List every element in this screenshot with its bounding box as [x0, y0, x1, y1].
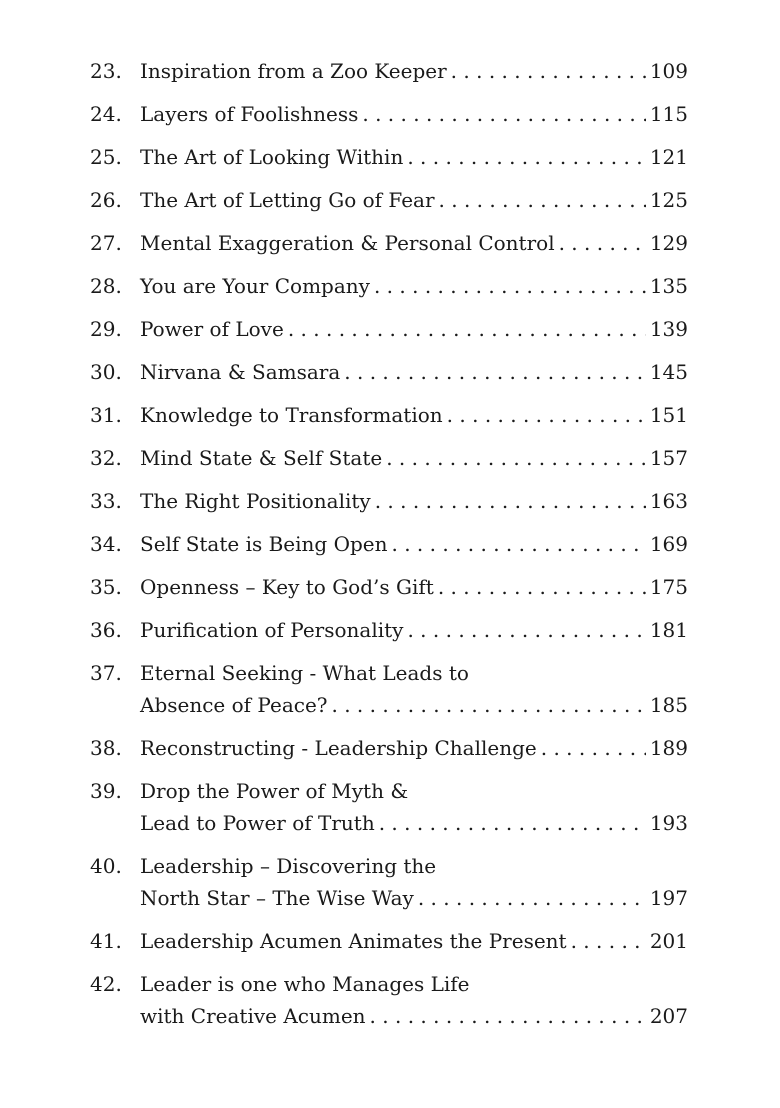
- entry-page-number: 135: [649, 274, 688, 298]
- entry-page-number: 121: [649, 145, 688, 169]
- entry-title: Leader is one who Manages Life: [140, 972, 470, 996]
- entry-title-continued: Lead to Power of Truth: [140, 811, 375, 835]
- dot-leader: [392, 528, 646, 560]
- entry-number: 26.: [90, 188, 122, 212]
- entry-title: Self State is Being Open: [140, 532, 388, 556]
- entry-number: 37.: [90, 661, 122, 685]
- entry-number: 23.: [90, 59, 122, 83]
- entry-title: Leadership Acumen Animates the Present: [140, 929, 567, 953]
- toc-entry[interactable]: [90, 227, 688, 259]
- entry-page-number: 125: [649, 188, 688, 212]
- entry-number: 40.: [90, 854, 122, 878]
- dot-leader: [407, 614, 645, 646]
- entry-number: 31.: [90, 403, 122, 427]
- entry-number: 30.: [90, 360, 122, 384]
- toc-entry[interactable]: [90, 313, 688, 345]
- dot-leader: [362, 98, 645, 130]
- entry-title: Mental Exaggeration & Personal Control: [140, 231, 555, 255]
- entry-title-continued: Absence of Peace?: [140, 693, 328, 717]
- entry-title: Eternal Seeking - What Leads to: [140, 661, 469, 685]
- entry-page-number: 145: [649, 360, 688, 384]
- entry-title: Knowledge to Transformation: [140, 403, 443, 427]
- entry-title: Power of Love: [140, 317, 284, 341]
- entry-page-number: 207: [649, 1004, 688, 1028]
- entry-number: 29.: [90, 317, 122, 341]
- toc-entry[interactable]: [90, 184, 688, 216]
- entry-title: You are Your Company: [140, 274, 370, 298]
- toc-entry[interactable]: [90, 98, 688, 130]
- entry-page-number: 109: [649, 59, 688, 83]
- entry-page-number: 201: [649, 929, 688, 953]
- dot-leader: [438, 571, 646, 603]
- entry-title: Layers of Foolishness: [140, 102, 359, 126]
- entry-page-number: 189: [649, 736, 688, 760]
- entry-title-continued: North Star – The Wise Way: [140, 886, 414, 910]
- toc-entry[interactable]: [90, 571, 688, 603]
- entry-title: The Art of Looking Within: [140, 145, 404, 169]
- entry-page-number: 181: [649, 618, 688, 642]
- dot-leader: [332, 689, 646, 721]
- entry-number: 27.: [90, 231, 122, 255]
- entry-title: Leadership – Discovering the: [140, 854, 437, 878]
- entry-title: Drop the Power of Myth &: [140, 779, 409, 803]
- table-of-contents: [90, 55, 688, 1032]
- toc-entry[interactable]: [90, 399, 688, 431]
- dot-leader: [288, 313, 646, 345]
- toc-entry[interactable]: [90, 732, 688, 764]
- toc-entry[interactable]: [90, 775, 688, 839]
- toc-entry[interactable]: [90, 528, 688, 560]
- entry-page-number: 197: [649, 886, 688, 910]
- entry-title: Purification of Personality: [140, 618, 404, 642]
- entry-number: 42.: [90, 972, 122, 996]
- dot-leader: [541, 732, 646, 764]
- entry-page-number: 115: [649, 102, 688, 126]
- toc-entry[interactable]: [90, 657, 688, 721]
- entry-page-number: 169: [649, 532, 688, 556]
- entry-number: 24.: [90, 102, 122, 126]
- toc-entry[interactable]: [90, 442, 688, 474]
- entry-page-number: 193: [649, 811, 688, 835]
- entry-number: 39.: [90, 779, 122, 803]
- dot-leader: [559, 227, 646, 259]
- dot-leader: [379, 807, 646, 839]
- dot-leader: [374, 270, 646, 302]
- entry-title: Reconstructing - Leadership Challenge: [140, 736, 537, 760]
- entry-page-number: 129: [649, 231, 688, 255]
- entry-number: 34.: [90, 532, 122, 556]
- dot-leader: [439, 184, 646, 216]
- entry-title: Openness – Key to God’s Gift: [140, 575, 434, 599]
- toc-entry[interactable]: [90, 485, 688, 517]
- entry-title: Mind State & Self State: [140, 446, 383, 470]
- entry-number: 41.: [90, 929, 122, 953]
- entry-number: 38.: [90, 736, 122, 760]
- entry-title: Nirvana & Samsara: [140, 360, 341, 384]
- entry-number: 28.: [90, 274, 122, 298]
- dot-leader: [375, 485, 646, 517]
- toc-entry[interactable]: [90, 356, 688, 388]
- entry-page-number: 163: [649, 489, 688, 513]
- entry-page-number: 151: [649, 403, 688, 427]
- entry-page-number: 185: [649, 693, 688, 717]
- entry-number: 25.: [90, 145, 122, 169]
- dot-leader: [418, 882, 646, 914]
- entry-title: The Art of Letting Go of Fear: [140, 188, 435, 212]
- toc-entry[interactable]: [90, 968, 688, 1032]
- entry-number: 33.: [90, 489, 122, 513]
- dot-leader: [451, 55, 646, 87]
- toc-entry[interactable]: [90, 925, 688, 957]
- dot-leader: [407, 141, 645, 173]
- dot-leader: [370, 1000, 646, 1032]
- entry-title: Inspiration from a Zoo Keeper: [140, 59, 447, 83]
- toc-entry[interactable]: [90, 614, 688, 646]
- entry-page-number: 175: [649, 575, 688, 599]
- entry-number: 36.: [90, 618, 122, 642]
- dot-leader: [447, 399, 646, 431]
- entry-title-continued: with Creative Acumen: [140, 1004, 366, 1028]
- entry-number: 32.: [90, 446, 122, 470]
- toc-entry[interactable]: [90, 270, 688, 302]
- entry-title: The Right Positionality: [140, 489, 371, 513]
- dot-leader: [344, 356, 646, 388]
- entry-number: 35.: [90, 575, 122, 599]
- entry-page-number: 157: [649, 446, 688, 470]
- toc-entry[interactable]: [90, 141, 688, 173]
- dot-leader: [386, 442, 646, 474]
- dot-leader: [571, 925, 646, 957]
- toc-entry[interactable]: [90, 55, 688, 87]
- toc-entry[interactable]: [90, 850, 688, 914]
- entry-page-number: 139: [649, 317, 688, 341]
